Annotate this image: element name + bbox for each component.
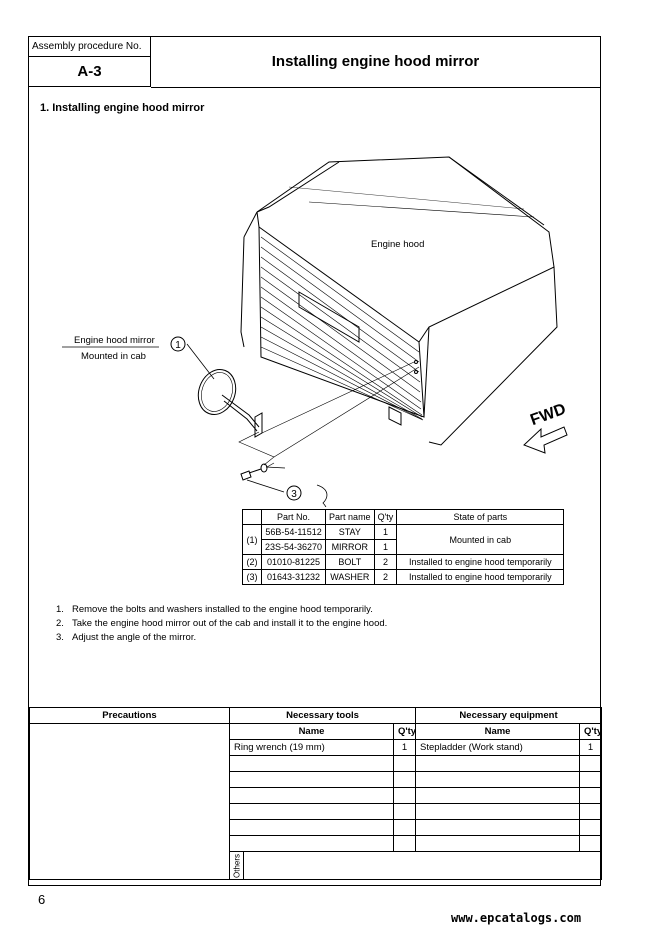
precautions-header: Precautions — [30, 708, 230, 724]
requirements-table — [29, 707, 602, 880]
step-text: Remove the bolts and washers installed to the engine hood temporarily. — [72, 604, 373, 615]
part-qty: 2 — [374, 570, 397, 585]
mirror-label: Engine hood mirror — [74, 335, 155, 346]
step-num: 1. — [56, 604, 64, 615]
tools-header: Necessary tools — [230, 708, 416, 724]
col-part-no: Part No. — [262, 510, 326, 525]
equipment-name-header: Name — [416, 724, 580, 740]
callout-1: 1 — [175, 340, 181, 351]
part-no: 23S-54-36270 — [262, 540, 326, 555]
engine-hood-drawing — [241, 157, 557, 445]
col-part-name: Part name — [326, 510, 375, 525]
precautions-cell — [30, 724, 230, 880]
page-frame — [28, 36, 601, 886]
table-row — [243, 525, 564, 540]
tool-qty: 1 — [394, 740, 416, 756]
page-number: 6 — [38, 892, 46, 907]
row-ref: (3) — [243, 570, 262, 585]
steps-list — [56, 603, 387, 645]
mirror-sub-label: Mounted in cab — [81, 351, 146, 362]
part-name: MIRROR — [326, 540, 375, 555]
mirror-drawing — [192, 362, 419, 465]
part-name: WASHER — [326, 570, 375, 585]
row-ref: (2) — [243, 555, 262, 570]
parts-table — [242, 509, 564, 585]
watermark: www.epcatalogs.com — [451, 911, 582, 925]
col-qty: Q'ty — [374, 510, 397, 525]
part-state: Mounted in cab — [397, 525, 564, 555]
table-row — [243, 555, 564, 570]
fwd-label: FWD — [528, 400, 569, 430]
list-item — [56, 631, 387, 645]
list-item — [56, 603, 387, 617]
part-qty: 1 — [374, 540, 397, 555]
installation-diagram — [29, 117, 601, 507]
equipment-name: Stepladder (Work stand) — [416, 740, 580, 756]
others-cell — [244, 852, 602, 880]
procedure-code: A-3 — [77, 63, 102, 80]
part-qty: 2 — [374, 555, 397, 570]
equipment-qty: 1 — [580, 740, 602, 756]
fwd-arrow-icon — [524, 401, 568, 453]
others-label: Others — [230, 852, 244, 880]
section-title: 1. Installing engine hood mirror — [40, 102, 205, 114]
part-name: BOLT — [326, 555, 375, 570]
list-item — [56, 617, 387, 631]
row-ref: (1) — [243, 525, 262, 555]
col-state: State of parts — [397, 510, 564, 525]
part-qty: 1 — [374, 525, 397, 540]
step-num: 2. — [56, 618, 64, 629]
engine-hood-label: Engine hood — [371, 239, 425, 250]
table-row — [243, 570, 564, 585]
equipment-qty-header: Q'ty — [580, 724, 602, 740]
equipment-header: Necessary equipment — [416, 708, 602, 724]
part-state: Installed to engine hood temporarily — [397, 570, 564, 585]
part-no: 56B-54-11512 — [262, 525, 326, 540]
callout-3: 3 — [291, 489, 297, 500]
part-no: 01643-31232 — [262, 570, 326, 585]
procedure-box — [29, 37, 151, 87]
part-name: STAY — [326, 525, 375, 540]
step-text: Take the engine hood mirror out of the cab and install it to the engine hood. — [72, 618, 388, 629]
tools-name-header: Name — [230, 724, 394, 740]
step-text: Adjust the angle of the mirror. — [72, 632, 197, 643]
step-num: 3. — [56, 632, 64, 643]
bolt-washer-drawing — [241, 463, 274, 480]
tools-qty-header: Q'ty — [394, 724, 416, 740]
part-no: 01010-81225 — [262, 555, 326, 570]
part-state: Installed to engine hood temporarily — [397, 555, 564, 570]
procedure-label: Assembly procedure No. — [29, 37, 150, 57]
page-title: Installing engine hood mirror — [151, 37, 600, 88]
tool-name: Ring wrench (19 mm) — [230, 740, 394, 756]
